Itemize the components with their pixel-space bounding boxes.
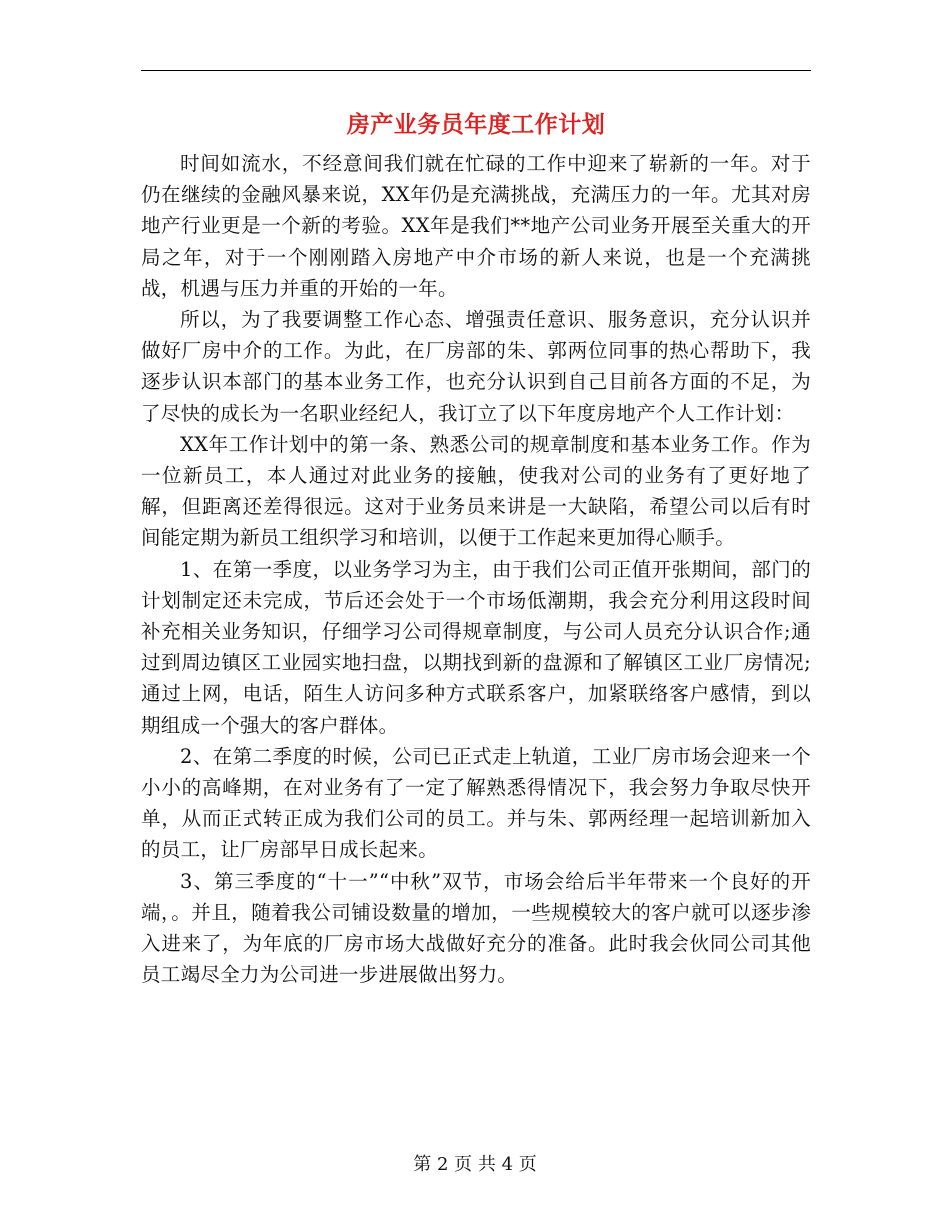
document-title: 房产业务员年度工作计划	[346, 111, 606, 138]
paragraph-plan-item-1: XX年工作计划中的第一条、熟悉公司的规章制度和基本业务工作。作为一位新员工，本人通过对此业务的接触，使我对公司的业务有了更好地了解，但距离还差得很远。这对于业务员来讲是一大缺陷，希望公司以后有时间能定期为新员工组织学习和培训，以便于工作起来更加得心顺手。	[141, 432, 811, 550]
document-body	[141, 148, 811, 990]
paragraph-quarter-2: 2、在第二季度的时候，公司已正式走上轨道，工业厂房市场会迎来一个小小的高峰期，在对业务有了一定了解熟悉得情况下，我会努力争取尽快开单，从而正式转正成为我们公司的员工。并与朱、郭两经理一起培训新加入的员工，让厂房部早日成长起来。	[141, 744, 811, 862]
header-rule	[141, 70, 811, 71]
paragraph-intro: 时间如流水，不经意间我们就在忙碌的工作中迎来了崭新的一年。对于仍在继续的金融风暴来说，XX年仍是充满挑战，充满压力的一年。尤其对房地产行业更是一个新的考验。XX年是我们**地产公司业务开展至关重大的开局之年，对于一个刚刚踏入房地产中介市场的新人来说，也是一个充满挑战，机遇与压力并重的开始的一年。	[141, 152, 811, 300]
paragraph-quarter-1: 1、在第一季度，以业务学习为主，由于我们公司正值开张期间，部门的计划制定还未完成，节后还会处于一个市场低潮期，我会充分利用这段时间补充相关业务知识，仔细学习公司得规章制度，与公司人员充分认识合作;通过到周边镇区工业园实地扫盘，以期找到新的盘源和了解镇区工业厂房情况;通过上网，电话，陌生人访问多种方式联系客户，加紧联络客户感情，到以期组成一个强大的客户群体。	[141, 557, 811, 737]
page-number-footer: 第 2 页 共 4 页	[413, 1154, 537, 1175]
paragraph-motivation: 所以，为了我要调整工作心态、增强责任意识、服务意识，充分认识并做好厂房中介的工作。为此，在厂房部的朱、郭两位同事的热心帮助下，我逐步认识本部门的基本业务工作，也充分认识到自己目前各方面的不足，为了尽快的成长为一名职业经纪人，我订立了以下年度房地产个人工作计划：	[141, 308, 811, 425]
paragraph-quarter-3: 3、第三季度的“十一”“中秋”双节，市场会给后半年带来一个良好的开端，。并且，随着我公司铺设数量的增加，一些规模较大的客户就可以逐步渗入进来了，为年底的厂房市场大战做好充分的准备。此时我会伙同公司其他员工竭尽全力为公司进一步进展做出努力。	[141, 869, 811, 987]
